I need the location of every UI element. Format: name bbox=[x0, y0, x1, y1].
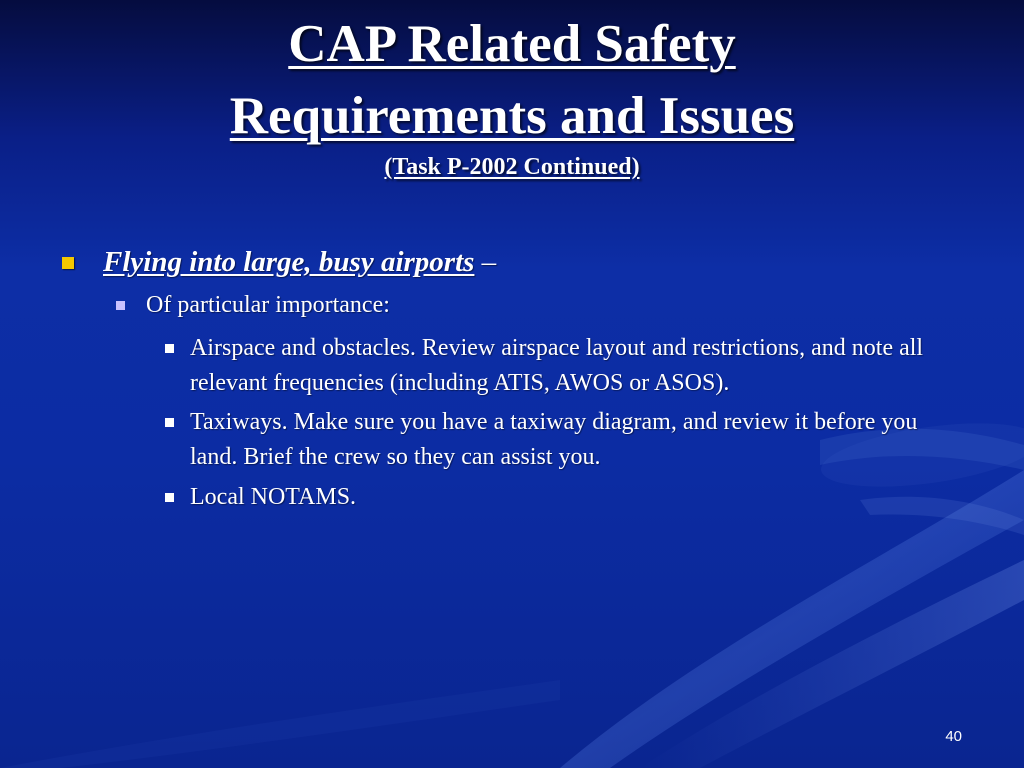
slide-title-line-1: CAP Related Safety bbox=[288, 15, 736, 73]
bullet-level-3-text: Airspace and obstacles. Review airspace layout and restrictions, and note all relevant frequencies (including ATIS, AWOS or ASOS). bbox=[190, 335, 924, 396]
slide-subtitle: (Task P-2002 Continued) bbox=[384, 154, 640, 180]
bullet-level-2-text: Of particular importance: bbox=[146, 292, 390, 318]
bullet-level-3-text: Local NOTAMS. bbox=[190, 484, 357, 510]
square-bullet-icon bbox=[165, 418, 174, 427]
bullet-emphasis-text: Flying into large, busy airports bbox=[103, 246, 475, 278]
bullet-dash-text: – bbox=[474, 246, 497, 278]
square-bullet-icon bbox=[165, 344, 174, 353]
bullet-level-3-text: Taxiways. Make sure you have a taxiway diagram, and review it before you land. Brief the crew so they can assist you. bbox=[190, 409, 918, 470]
bullet-level-1-text bbox=[103, 244, 496, 280]
page-number: 40 bbox=[945, 728, 962, 745]
square-bullet-icon bbox=[165, 493, 174, 502]
square-bullet-icon bbox=[116, 301, 125, 310]
slide-title-line-2: Requirements and Issues bbox=[229, 87, 795, 145]
square-bullet-icon bbox=[62, 257, 74, 269]
